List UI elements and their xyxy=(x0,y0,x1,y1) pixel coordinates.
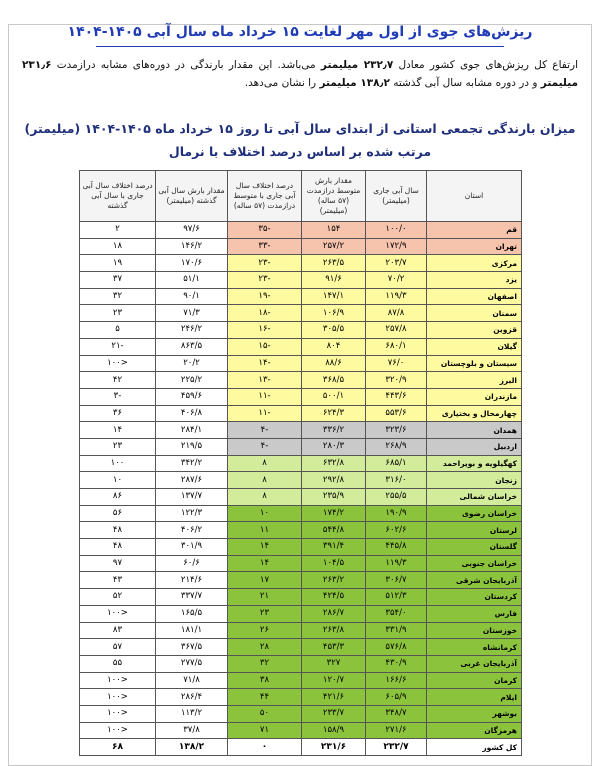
summary-text-2: می‌باشد. این مقدار بارندگی در دوره‌های مشابه درازمدت xyxy=(51,59,321,71)
cell-pct-vs-avg: -۱۱ xyxy=(228,405,302,422)
cell-province: فارس xyxy=(427,605,522,622)
cell-prev-year: ۱۱۳/۲ xyxy=(156,705,228,722)
summary-text-4: را نشان می‌دهد. xyxy=(244,77,320,89)
summary-value-previous: ۱۳۸٫۲ میلیمتر xyxy=(319,77,390,89)
cell-pct-vs-prev: ۳۲ xyxy=(80,288,156,305)
cell-pct-vs-avg: ۱۴ xyxy=(228,555,302,572)
cell-prev-year: ۴۵۹/۶ xyxy=(156,388,228,405)
cell-pct-vs-avg: ۴۴ xyxy=(228,689,302,706)
cell-prev-year: ۸۶۳/۵ xyxy=(156,338,228,355)
cell-pct-vs-prev: ۱۰۰ xyxy=(80,455,156,472)
cell-pct-vs-prev: ۱۰ xyxy=(80,472,156,489)
cell-longterm-avg: ۲۶۳/۲ xyxy=(302,572,366,589)
cell-prev-year: ۷۱/۸ xyxy=(156,672,228,689)
cell-prev-year: ۵۱/۱ xyxy=(156,272,228,289)
cell-longterm-avg: ۸۰۴ xyxy=(302,338,366,355)
cell-province: مرکزی xyxy=(427,255,522,272)
cell-pct-vs-avg: -۲۳ xyxy=(228,272,302,289)
table-row xyxy=(80,305,522,322)
cell-pct-vs-avg: -۱۳ xyxy=(228,372,302,389)
cell-longterm-avg: ۱۵۴ xyxy=(302,222,366,239)
cell-prev-year: ۱۷۰/۶ xyxy=(156,255,228,272)
summary-text-3: و در دوره مشابه سال آبی گذشته xyxy=(389,77,541,89)
cell-current: ۵۱۲/۳ xyxy=(366,589,427,606)
cell-pct-vs-prev: <۱۰۰ xyxy=(80,705,156,722)
cell-pct-vs-prev: ۲۳ xyxy=(80,305,156,322)
cell-current: ۱۶۶/۶ xyxy=(366,672,427,689)
cell-pct-vs-prev: ۵۲ xyxy=(80,589,156,606)
cell-prev-year: ۲۱۴/۶ xyxy=(156,572,228,589)
table-row xyxy=(80,589,522,606)
cell-province: اصفهان xyxy=(427,288,522,305)
table-row xyxy=(80,722,522,739)
cell-province: زنجان xyxy=(427,472,522,489)
cell-prev-year: ۳۳۷/۷ xyxy=(156,589,228,606)
table-row xyxy=(80,489,522,506)
cell-pct-vs-avg: -۳۵ xyxy=(228,222,302,239)
cell-current: ۶۸۰/۱ xyxy=(366,338,427,355)
table-row xyxy=(80,388,522,405)
table-row xyxy=(80,238,522,255)
cell-current: ۵۵۳/۶ xyxy=(366,405,427,422)
cell-pct-vs-prev: ۳۷ xyxy=(80,272,156,289)
col-header-province: استان xyxy=(427,171,522,222)
cell-pct-vs-prev: <۱۰۰ xyxy=(80,672,156,689)
cell-pct-vs-avg: -۱۵ xyxy=(228,338,302,355)
cell-current: ۲۵۷/۸ xyxy=(366,322,427,339)
total-cell-prev-year: ۱۳۸/۲ xyxy=(156,739,228,756)
cell-province: کهگیلویه و بویراحمد xyxy=(427,455,522,472)
table-row xyxy=(80,539,522,556)
cell-current: ۳۱۶/۰ xyxy=(366,472,427,489)
cell-pct-vs-prev: ۵ xyxy=(80,322,156,339)
cell-pct-vs-prev: ۲ xyxy=(80,222,156,239)
table-subtitle: مرتب شده بر اساس درصد اختلاف با نرمال xyxy=(168,144,432,159)
table-row xyxy=(80,222,522,239)
table-header-row xyxy=(80,171,522,222)
cell-province: گلستان xyxy=(427,539,522,556)
cell-pct-vs-avg: ۲۶ xyxy=(228,622,302,639)
table-row xyxy=(80,322,522,339)
cell-longterm-avg: ۲۳۵/۹ xyxy=(302,489,366,506)
cell-current: ۶۰۵/۹ xyxy=(366,689,427,706)
table-row xyxy=(80,288,522,305)
cell-pct-vs-prev: ۹۷ xyxy=(80,555,156,572)
cell-province: خوزستان xyxy=(427,622,522,639)
col-header-pct-vs-prev: درصد اختلاف سال آبی جاری با سال آبی گذشته xyxy=(80,171,156,222)
cell-pct-vs-avg: ۸ xyxy=(228,472,302,489)
cell-province: سیستان و بلوچستان xyxy=(427,355,522,372)
cell-longterm-avg: ۲۳۳/۷ xyxy=(302,705,366,722)
cell-province: اردبیل xyxy=(427,438,522,455)
table-row xyxy=(80,639,522,656)
cell-prev-year: ۳۴۲/۲ xyxy=(156,455,228,472)
cell-longterm-avg: ۱۵۸/۹ xyxy=(302,722,366,739)
cell-province: همدان xyxy=(427,422,522,439)
cell-pct-vs-prev: ۴۲ xyxy=(80,372,156,389)
cell-current: ۱۰۰/۰ xyxy=(366,222,427,239)
cell-pct-vs-avg: -۴ xyxy=(228,438,302,455)
cell-prev-year: ۱۴۶/۲ xyxy=(156,238,228,255)
cell-prev-year: ۲۴۶/۲ xyxy=(156,322,228,339)
cell-current: ۶۰۲/۶ xyxy=(366,522,427,539)
cell-pct-vs-prev: ۴۳ xyxy=(80,572,156,589)
cell-pct-vs-prev: ۳۶ xyxy=(80,405,156,422)
cell-prev-year: ۲۸۴/۱ xyxy=(156,422,228,439)
table-row xyxy=(80,705,522,722)
table-row xyxy=(80,272,522,289)
table-row xyxy=(80,572,522,589)
cell-pct-vs-avg: ۸ xyxy=(228,489,302,506)
cell-pct-vs-avg: ۷۱ xyxy=(228,722,302,739)
cell-province: ایلام xyxy=(427,689,522,706)
title-underline xyxy=(96,46,504,47)
cell-longterm-avg: ۸۸/۶ xyxy=(302,355,366,372)
col-header-current: سال آبی جاری (میلیمتر) xyxy=(366,171,427,222)
cell-prev-year: ۲۷۷/۵ xyxy=(156,655,228,672)
total-cell-current: ۲۳۲/۷ xyxy=(366,739,427,756)
cell-province: لرستان xyxy=(427,522,522,539)
cell-current: ۱۹۰/۹ xyxy=(366,505,427,522)
cell-pct-vs-prev: -۳ xyxy=(80,388,156,405)
total-cell-pct-vs-avg: ۰ xyxy=(228,739,302,756)
cell-prev-year: ۱۲۲/۳ xyxy=(156,505,228,522)
cell-current: ۴۴۵/۸ xyxy=(366,539,427,556)
cell-pct-vs-avg: ۱۷ xyxy=(228,572,302,589)
cell-province: مازندران xyxy=(427,388,522,405)
cell-longterm-avg: ۳۲۷ xyxy=(302,655,366,672)
cell-pct-vs-prev: ۱۹ xyxy=(80,255,156,272)
table-row xyxy=(80,672,522,689)
table-total-row xyxy=(80,739,522,756)
cell-pct-vs-prev: ۱۴ xyxy=(80,422,156,439)
cell-province: کرمانشاه xyxy=(427,639,522,656)
cell-prev-year: ۲۰/۲ xyxy=(156,355,228,372)
table-row xyxy=(80,405,522,422)
cell-current: ۲۷۱/۶ xyxy=(366,722,427,739)
table-row xyxy=(80,422,522,439)
table-row xyxy=(80,472,522,489)
cell-province: کردستان xyxy=(427,589,522,606)
table-row xyxy=(80,605,522,622)
total-cell-province: کل کشور xyxy=(427,739,522,756)
cell-longterm-avg: ۲۸۶/۷ xyxy=(302,605,366,622)
cell-prev-year: ۱۸۱/۱ xyxy=(156,622,228,639)
cell-pct-vs-avg: ۲۳ xyxy=(228,605,302,622)
cell-current: ۷۶/۰ xyxy=(366,355,427,372)
cell-pct-vs-prev: <۱۰۰ xyxy=(80,689,156,706)
cell-longterm-avg: ۴۲۴/۵ xyxy=(302,589,366,606)
cell-pct-vs-prev: ۵۷ xyxy=(80,639,156,656)
cell-prev-year: ۱۳۷/۷ xyxy=(156,489,228,506)
cell-pct-vs-prev: <۱۰۰ xyxy=(80,605,156,622)
cell-current: ۷۰/۲ xyxy=(366,272,427,289)
cell-current: ۲۵۵/۵ xyxy=(366,489,427,506)
cell-longterm-avg: ۳۰۵/۵ xyxy=(302,322,366,339)
cell-pct-vs-prev: ۸۳ xyxy=(80,622,156,639)
summary-value-longterm: ۲۳۱٫۶ میلیمتر xyxy=(22,59,578,89)
cell-province: البرز xyxy=(427,372,522,389)
cell-longterm-avg: ۹۱/۶ xyxy=(302,272,366,289)
cell-longterm-avg: ۴۵۳/۳ xyxy=(302,639,366,656)
table-row xyxy=(80,522,522,539)
cell-pct-vs-avg: -۱۸ xyxy=(228,305,302,322)
summary-text-1: ارتفاع کل ریزش‌های جوی کشور معادل xyxy=(393,59,578,71)
total-cell-longterm-avg: ۲۳۱/۶ xyxy=(302,739,366,756)
cell-province: گیلان xyxy=(427,338,522,355)
cell-pct-vs-avg: -۱۶ xyxy=(228,322,302,339)
cell-pct-vs-prev: ۴۸ xyxy=(80,539,156,556)
cell-pct-vs-avg: ۳۸ xyxy=(228,672,302,689)
cell-pct-vs-avg: ۵۰ xyxy=(228,705,302,722)
cell-province: چهارمحال و بختیاری xyxy=(427,405,522,422)
cell-current: ۱۱۹/۳ xyxy=(366,288,427,305)
cell-province: قزوین xyxy=(427,322,522,339)
cell-longterm-avg: ۲۵۷/۲ xyxy=(302,238,366,255)
cell-current: ۱۱۹/۳ xyxy=(366,555,427,572)
table-row xyxy=(80,355,522,372)
col-header-prev-year: مقدار بارش سال آبی گذشته (میلیمتر) xyxy=(156,171,228,222)
cell-province: هرمزگان xyxy=(427,722,522,739)
cell-current: ۱۷۲/۹ xyxy=(366,238,427,255)
cell-province: بوشهر xyxy=(427,705,522,722)
cell-pct-vs-avg: ۲۸ xyxy=(228,639,302,656)
cell-current: ۳۲۳/۶ xyxy=(366,422,427,439)
col-header-longterm-avg: مقدار بارش متوسط درازمدت (۵۷ ساله) (میلیمتر) xyxy=(302,171,366,222)
cell-pct-vs-prev: ۴۸ xyxy=(80,522,156,539)
cell-pct-vs-avg: -۴ xyxy=(228,422,302,439)
cell-prev-year: ۷۱/۳ xyxy=(156,305,228,322)
cell-current: ۳۳۱/۹ xyxy=(366,622,427,639)
cell-longterm-avg: ۲۸۰/۳ xyxy=(302,438,366,455)
cell-province: آذربایجان شرقی xyxy=(427,572,522,589)
cell-prev-year: ۱۶۵/۵ xyxy=(156,605,228,622)
cell-longterm-avg: ۶۳۲/۸ xyxy=(302,455,366,472)
cell-prev-year: ۶۰/۶ xyxy=(156,555,228,572)
cell-pct-vs-prev: <۱۰۰ xyxy=(80,355,156,372)
cell-pct-vs-prev: ۸۶ xyxy=(80,489,156,506)
cell-current: ۳۵۴/۰ xyxy=(366,605,427,622)
table-title: میزان بارندگی تجمعی استانی از ابتدای سال آبی تا روز ۱۵ خرداد ماه ۱۴۰۵-۱۴۰۴ (میلیمتر) xyxy=(24,121,576,136)
rainfall-table xyxy=(79,170,522,756)
table-row xyxy=(80,505,522,522)
page-title: ریزش‌های جوی از اول مهر لغایت ۱۵ خرداد ماه سال آبی ۱۴۰۵-۱۴۰۴ xyxy=(67,24,533,40)
table-row xyxy=(80,255,522,272)
cell-current: ۴۴۳/۶ xyxy=(366,388,427,405)
cell-province: قم xyxy=(427,222,522,239)
table-row xyxy=(80,655,522,672)
cell-pct-vs-prev: ۲۳ xyxy=(80,438,156,455)
total-cell-pct-vs-prev: ۶۸ xyxy=(80,739,156,756)
cell-current: ۴۳۰/۹ xyxy=(366,655,427,672)
table-row xyxy=(80,455,522,472)
cell-pct-vs-avg: ۱۴ xyxy=(228,539,302,556)
summary-paragraph xyxy=(22,56,578,92)
cell-current: ۳۴۸/۷ xyxy=(366,705,427,722)
cell-prev-year: ۹۰/۱ xyxy=(156,288,228,305)
cell-current: ۳۰۶/۷ xyxy=(366,572,427,589)
cell-pct-vs-avg: ۳۲ xyxy=(228,655,302,672)
cell-pct-vs-avg: ۸ xyxy=(228,455,302,472)
cell-prev-year: ۴۰۶/۸ xyxy=(156,405,228,422)
cell-current: ۲۰۳/۷ xyxy=(366,255,427,272)
cell-prev-year: ۲۸۷/۶ xyxy=(156,472,228,489)
cell-pct-vs-avg: -۲۳ xyxy=(228,255,302,272)
table-row xyxy=(80,438,522,455)
cell-prev-year: ۳۷/۸ xyxy=(156,722,228,739)
cell-prev-year: ۳۶۷/۵ xyxy=(156,639,228,656)
cell-pct-vs-prev: ۵۵ xyxy=(80,655,156,672)
cell-longterm-avg: ۲۹۲/۸ xyxy=(302,472,366,489)
cell-pct-vs-avg: ۱۱ xyxy=(228,522,302,539)
cell-pct-vs-avg: -۱۴ xyxy=(228,355,302,372)
cell-longterm-avg: ۳۳۶/۲ xyxy=(302,422,366,439)
cell-province: خراسان جنوبی xyxy=(427,555,522,572)
cell-pct-vs-avg: -۱۱ xyxy=(228,388,302,405)
cell-province: آذربایجان غربی xyxy=(427,655,522,672)
cell-province: خراسان رضوی xyxy=(427,505,522,522)
cell-pct-vs-prev: -۲۱ xyxy=(80,338,156,355)
cell-longterm-avg: ۲۶۳/۵ xyxy=(302,255,366,272)
cell-pct-vs-avg: -۳۳ xyxy=(228,238,302,255)
cell-current: ۶۸۵/۱ xyxy=(366,455,427,472)
cell-province: کرمان xyxy=(427,672,522,689)
cell-longterm-avg: ۳۹۱/۴ xyxy=(302,539,366,556)
summary-value-current: ۲۳۲٫۷ میلیمتر xyxy=(320,59,394,71)
cell-longterm-avg: ۱۲۰/۷ xyxy=(302,672,366,689)
cell-prev-year: ۹۷/۶ xyxy=(156,222,228,239)
cell-pct-vs-prev: ۱۸ xyxy=(80,238,156,255)
cell-province: یزد xyxy=(427,272,522,289)
cell-longterm-avg: ۵۰۰/۱ xyxy=(302,388,366,405)
cell-prev-year: ۲۲۵/۲ xyxy=(156,372,228,389)
table-row xyxy=(80,555,522,572)
cell-current: ۵۷۶/۸ xyxy=(366,639,427,656)
cell-pct-vs-avg: ۱۰ xyxy=(228,505,302,522)
cell-current: ۳۲۰/۹ xyxy=(366,372,427,389)
cell-longterm-avg: ۶۲۴/۳ xyxy=(302,405,366,422)
cell-prev-year: ۳۰۱/۹ xyxy=(156,539,228,556)
table-row xyxy=(80,622,522,639)
cell-prev-year: ۴۰۶/۲ xyxy=(156,522,228,539)
cell-longterm-avg: ۱۴۷/۱ xyxy=(302,288,366,305)
cell-province: تهران xyxy=(427,238,522,255)
cell-longterm-avg: ۴۲۱/۶ xyxy=(302,689,366,706)
cell-province: سمنان xyxy=(427,305,522,322)
cell-province: خراسان شمالی xyxy=(427,489,522,506)
table-row xyxy=(80,689,522,706)
cell-pct-vs-avg: ۲۱ xyxy=(228,589,302,606)
table-row xyxy=(80,338,522,355)
cell-longterm-avg: ۳۶۸/۵ xyxy=(302,372,366,389)
cell-current: ۸۷/۸ xyxy=(366,305,427,322)
cell-longterm-avg: ۲۶۳/۸ xyxy=(302,622,366,639)
cell-pct-vs-prev: <۱۰۰ xyxy=(80,722,156,739)
cell-longterm-avg: ۵۴۴/۸ xyxy=(302,522,366,539)
cell-prev-year: ۲۸۶/۴ xyxy=(156,689,228,706)
cell-longterm-avg: ۱۰۶/۹ xyxy=(302,305,366,322)
cell-longterm-avg: ۱۷۴/۲ xyxy=(302,505,366,522)
cell-pct-vs-avg: -۱۹ xyxy=(228,288,302,305)
cell-prev-year: ۲۱۹/۵ xyxy=(156,438,228,455)
cell-current: ۲۶۸/۹ xyxy=(366,438,427,455)
cell-longterm-avg: ۱۰۴/۵ xyxy=(302,555,366,572)
table-row xyxy=(80,372,522,389)
col-header-pct-vs-avg: درصد اختلاف سال آبی جاری با متوسط درازمدت (۵۷ ساله) xyxy=(228,171,302,222)
cell-pct-vs-prev: ۵۶ xyxy=(80,505,156,522)
